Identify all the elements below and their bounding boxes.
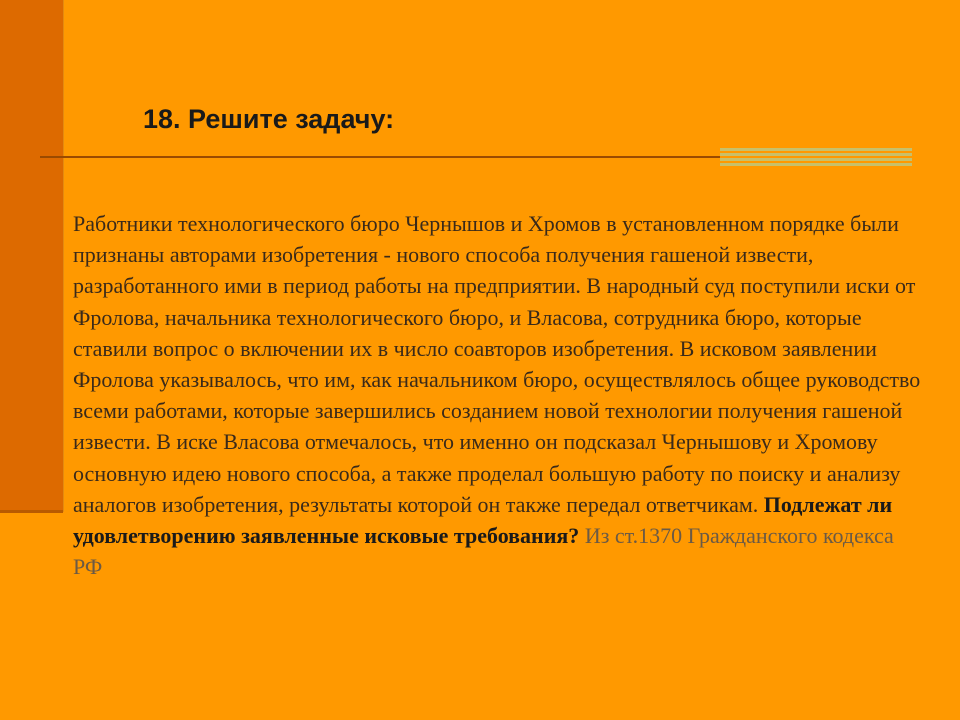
slide-title: 18. Решите задачу: [143, 104, 395, 134]
left-decorative-band [0, 0, 63, 512]
divider-accent-stripes [720, 148, 912, 168]
band-bottom-line [0, 510, 63, 513]
task-question: Подлежат ли удовлетворению заявленные исковые требования? [73, 491, 893, 549]
task-text [73, 208, 923, 582]
task-body: Работники технологического бюро Чернышов и Хромов в установленном порядке были признаны авторами изобретения - нового способа получения гашеной извести, разработанного ими в период работы на предприятии. В народный суд поступили иски от Фролова, начальника технологического бюро, и Власова, сотрудника бюро, которые ставили вопрос о включении их в число соавторов изобретения. В исковом заявлении Фролова указывалось, что им, как начальником бюро, осуществлялось общее руководство всеми работами, которые завершились созданием новой технологии получения гашеной извести. В иске Власова отмечалось, что именно он подсказал Чернышову и Хромову основную идею нового способа, а также проделал большую работу по поиску и анализу аналогов изобретения, результаты которой он также передал ответчикам. [73, 211, 921, 517]
band-edge-line [63, 0, 64, 512]
source-reference: Из ст.1370 Гражданского кодекса РФ [73, 523, 894, 580]
